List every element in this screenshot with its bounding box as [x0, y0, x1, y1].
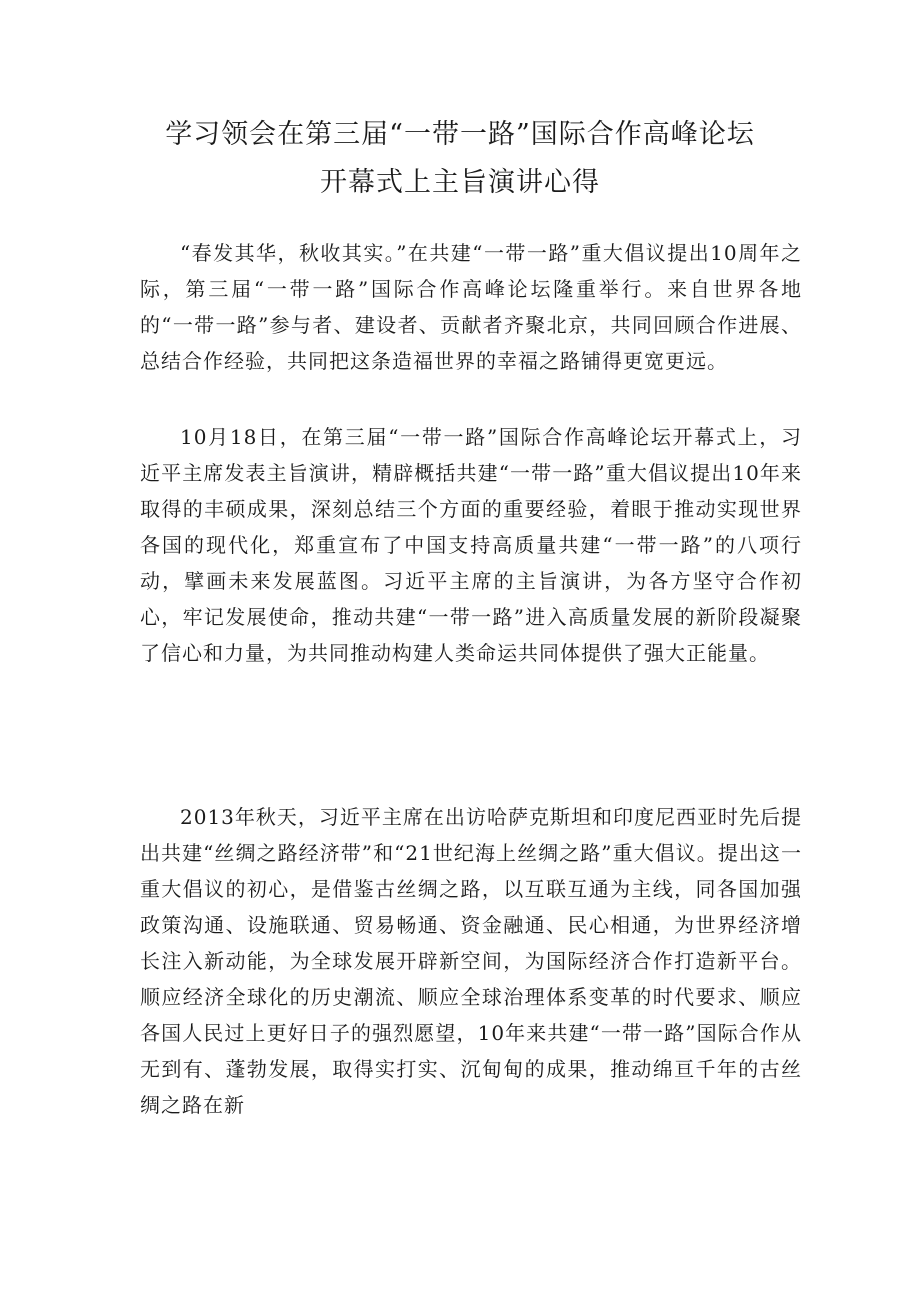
paragraph-1: “春发其华，秋收其实。”在共建“一带一路”重大倡议提出10周年之际，第三届“一带一路”国际合作高峰论坛隆重举行。来自世界各地的“一带一路”参与者、建设者、贡献者齐聚北京，共同回顾合作进展、总结合作经验，共同把这条造福世界的幸福之路铺得更宽更远。 [140, 241, 802, 373]
paragraph-2: 10月18日，在第三届“一带一路”国际合作高峰论坛开幕式上，习近平主席发表主旨演讲，精辟概括共建“一带一路”重大倡议提出10年来取得的丰硕成果，深刻总结三个方面的重要经验，着眼于推动实现世界各国的现代化，郑重宣布了中国支持高质量共建“一带一路”的八项行动，擘画未来发展蓝图。习近平主席的主旨演讲，为各方坚守合作初心，牢记发展使命，推动共建“一带一路”进入高质量发展的新阶段凝聚了信心和力量，为共同推动构建人类命运共同体提供了强大正能量。 [140, 425, 802, 665]
document-title-line-1: 学习领会在第三届“一带一路”国际合作高峰论坛 [165, 119, 755, 150]
document-title-line-2: 开幕式上主旨演讲心得 [320, 167, 600, 198]
paragraph-3: 2013年秋天，习近平主席在出访哈萨克斯坦和印度尼西亚时先后提出共建“丝绸之路经济带”和“21世纪海上丝绸之路”重大倡议。提出这一重大倡议的初心，是借鉴古丝绸之路，以互联互通为主线，同各国加强政策沟通、设施联通、贸易畅通、资金融通、民心相通，为世界经济增长注入新动能，为全球发展开辟新空间，为国际经济合作打造新平台。顺应经济全球化的历史潮流、顺应全球治理体系变革的时代要求、顺应各国人民过上更好日子的强烈愿望，10年来共建“一带一路”国际合作从无到有、蓬勃发展，取得实打实、沉甸甸的成果，推动绵亘千年的古丝绸之路在新 [140, 805, 802, 1117]
